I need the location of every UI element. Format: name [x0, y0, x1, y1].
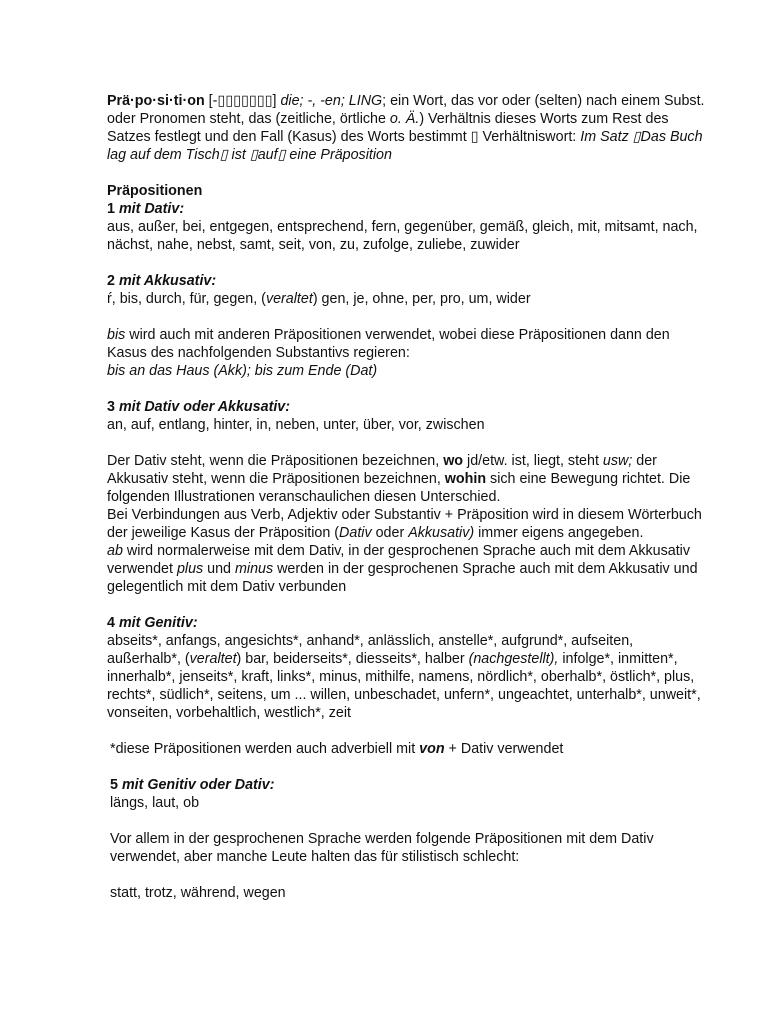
definition-part-1: ; ein Wort, das vor oder (selten) nach einem Subst. oder Pronomen steht, das (zeitliche, örtliche: [107, 93, 705, 127]
heading-akkusativ: 2 mit Akkusativ:: [107, 273, 217, 289]
list-dativ-akkusativ: an, auf, entlang, hinter, in, neben, unter, über, vor, zwischen: [107, 417, 485, 433]
example-bis: bis an das Haus (Akk); bis zum Ende (Dat): [107, 363, 378, 379]
heading-genitiv-dativ: 5 mit Genitiv oder Dativ:: [110, 777, 275, 793]
list-genitiv: abseits*, anfangs, angesichts*, anhand*, anlässlich, anstelle*, aufgrund*, aufseiten, außerhalb*, (veraltet) bar, beiderseits*, diesseits*, halber (nachgestellt), infolge*, inmitten*, innerhalb*, jenseits*, kraft, links*, minus, mithilfe, namens, nördlich*, oberhalb*, östlich*, plus, rechts*, südlich*, seitens, um ... willen, unbeschadet, unfern*, ungeachtet, unterhalb*, unweit*, vonseiten, vorbehaltlich, westlich*, zeit: [107, 633, 701, 721]
heading-dativ: 1 mit Dativ:: [107, 201, 185, 217]
section-title: Präpositionen: [107, 183, 203, 199]
list-genitiv-dativ: längs, laut, ob: [110, 795, 200, 811]
heading-genitiv: 4 mit Genitiv:: [107, 615, 198, 631]
note-verbindungen: Bei Verbindungen aus Verb, Adjektiv oder Substantiv + Präposition wird in diesem Wörterbuch der jeweilige Kasus der Präposition (Dativ oder Akkusativ) immer eigens angegeben.: [107, 507, 702, 541]
definition-part-2: ) Verhältnis dieses Worts zum Rest des Satzes festlegt und den Fall (Kasus) des Worts bestimmt ▯ Verhältniswort:: [107, 111, 669, 145]
headword: Prä·po·si·ti·on: [107, 93, 205, 109]
list-dativ-colloquial: statt, trotz, während, wegen: [110, 885, 286, 901]
note-gesprochene-sprache: Vor allem in der gesprochenen Sprache werden folgende Präpositionen mit dem Dativ verwendet, aber manche Leute halten das für stilistisch schlecht:: [110, 831, 654, 865]
pronunciation: [-▯▯▯▯▯▯▯]: [208, 93, 277, 109]
list-akkusativ: ŕ, bis, durch, für, gegen, (veraltet) gen, je, ohne, per, pro, um, wider: [107, 291, 531, 307]
abbreviation: o. Ä.: [389, 111, 420, 127]
note-genitiv: *diese Präpositionen werden auch adverbiell mit von + Dativ verwendet: [110, 741, 564, 757]
note-ab: ab wird normalerweise mit dem Dativ, in der gesprochenen Sprache auch mit dem Akkusativ verwendet plus und minus werden in der gesprochenen Sprache auch mit dem Akkusativ und gelegentlich mit dem Dativ verbunden: [107, 543, 698, 595]
grammar-info: die; -, -en; LING: [280, 93, 383, 109]
example-sentence: Im Satz ▯Das Buch lag auf dem Tisch▯ ist ▯auf▯ eine Präposition: [107, 129, 703, 163]
note-dativ-akkusativ: Der Dativ steht, wenn die Präpositionen bezeichnen, wo jd/etw. ist, liegt, steht usw; der Akkusativ steht, wenn die Präpositionen bezeichnen, wohin sich eine Bewegung richtet. Die folgenden Illustrationen veranschaulichen diesen Unterschied.: [107, 453, 691, 505]
dictionary-entry: [107, 92, 707, 164]
list-dativ: aus, außer, bei, entgegen, entsprechend, fern, gegenüber, gemäß, gleich, mit, mitsamt, nach, nächst, nahe, nebst, samt, seit, von, zu, zufolge, zuliebe, zuwider: [107, 219, 698, 253]
heading-dativ-akkusativ: 3 mit Dativ oder Akkusativ:: [107, 399, 291, 415]
note-bis: bis wird auch mit anderen Präpositionen verwendet, wobei diese Präpositionen dann den Kasus des nachfolgenden Substantivs regieren:: [107, 327, 670, 361]
document-page: [107, 92, 707, 902]
